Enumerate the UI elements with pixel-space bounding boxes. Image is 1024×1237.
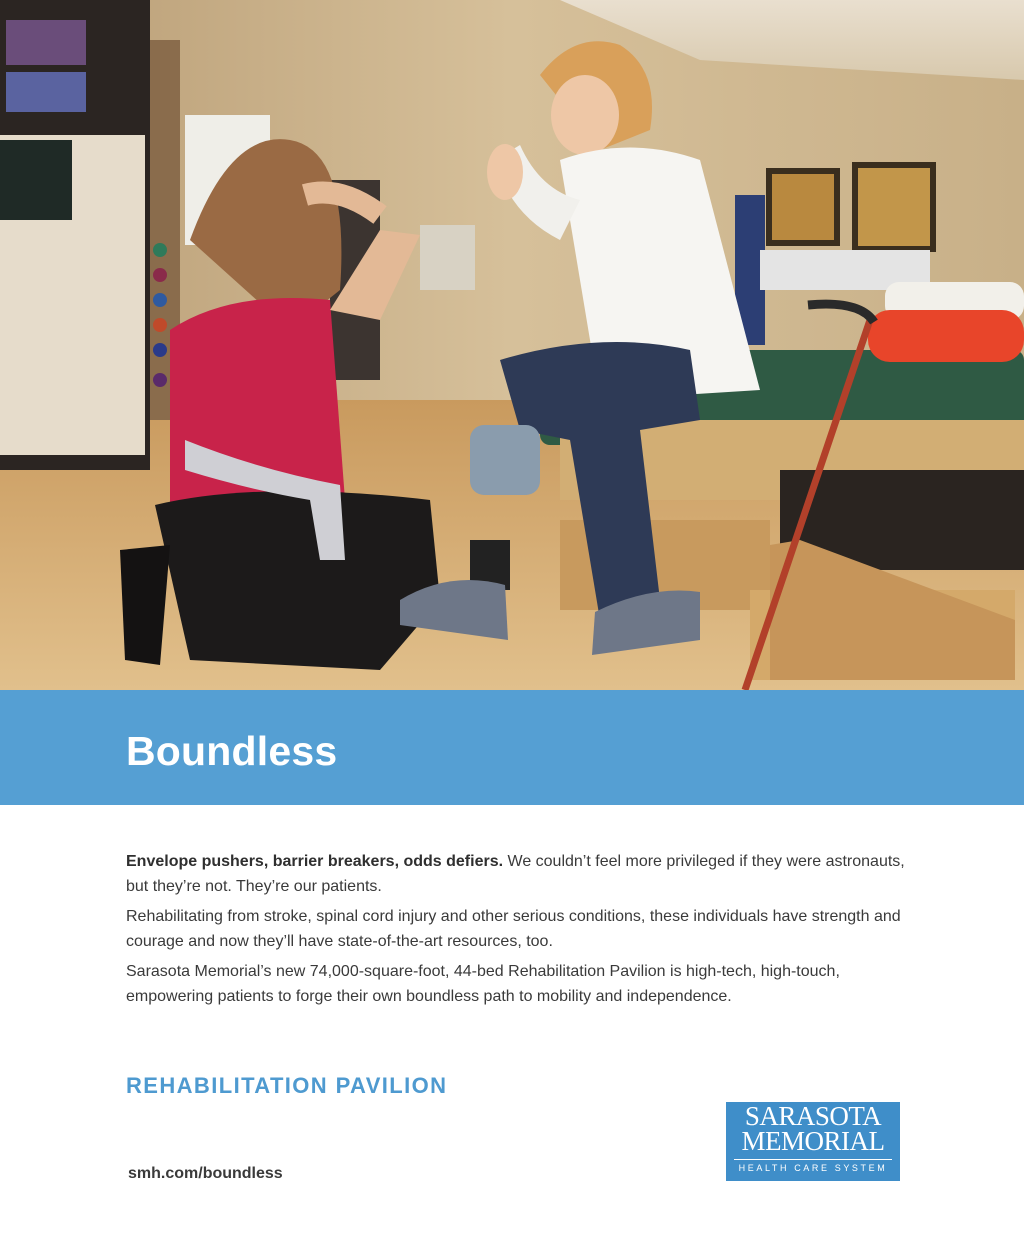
- pavilion-label: REHABILITATION PAVILION: [126, 1073, 448, 1098]
- logo-line-1: SARASOTA: [744, 1101, 882, 1131]
- paragraph-2: Rehabilitating from stroke, spinal cord injury and other serious conditions, these individuals have strength and courage and now they’ll have state-of-the-art resources, too.: [126, 908, 901, 950]
- logo-tagline: HEALTH CARE SYSTEM: [738, 1163, 888, 1173]
- body-copy: [126, 850, 906, 1015]
- logo-divider: [734, 1159, 892, 1160]
- lead-rest-text: We couldn’t feel more privileged if they were astronauts, but they’re not. They’re our patients.: [126, 853, 905, 895]
- sarasota-memorial-logo: [726, 1102, 900, 1181]
- paragraph-3: Sarasota Memorial’s new 74,000-square-foot, 44-bed Rehabilitation Pavilion is high-tech, high-touch, empowering patients to forge their own boundless path to mobility and independence.: [126, 963, 840, 1005]
- website-url[interactable]: smh.com/boundless: [128, 1165, 283, 1182]
- headline-band: [0, 690, 1024, 805]
- headline: Boundless: [126, 728, 338, 774]
- logo-line-2: MEMORIAL: [741, 1126, 885, 1156]
- lead-bold-text: Envelope pushers, barrier breakers, odds defiers.: [126, 853, 504, 870]
- lead-paragraph: [126, 850, 906, 899]
